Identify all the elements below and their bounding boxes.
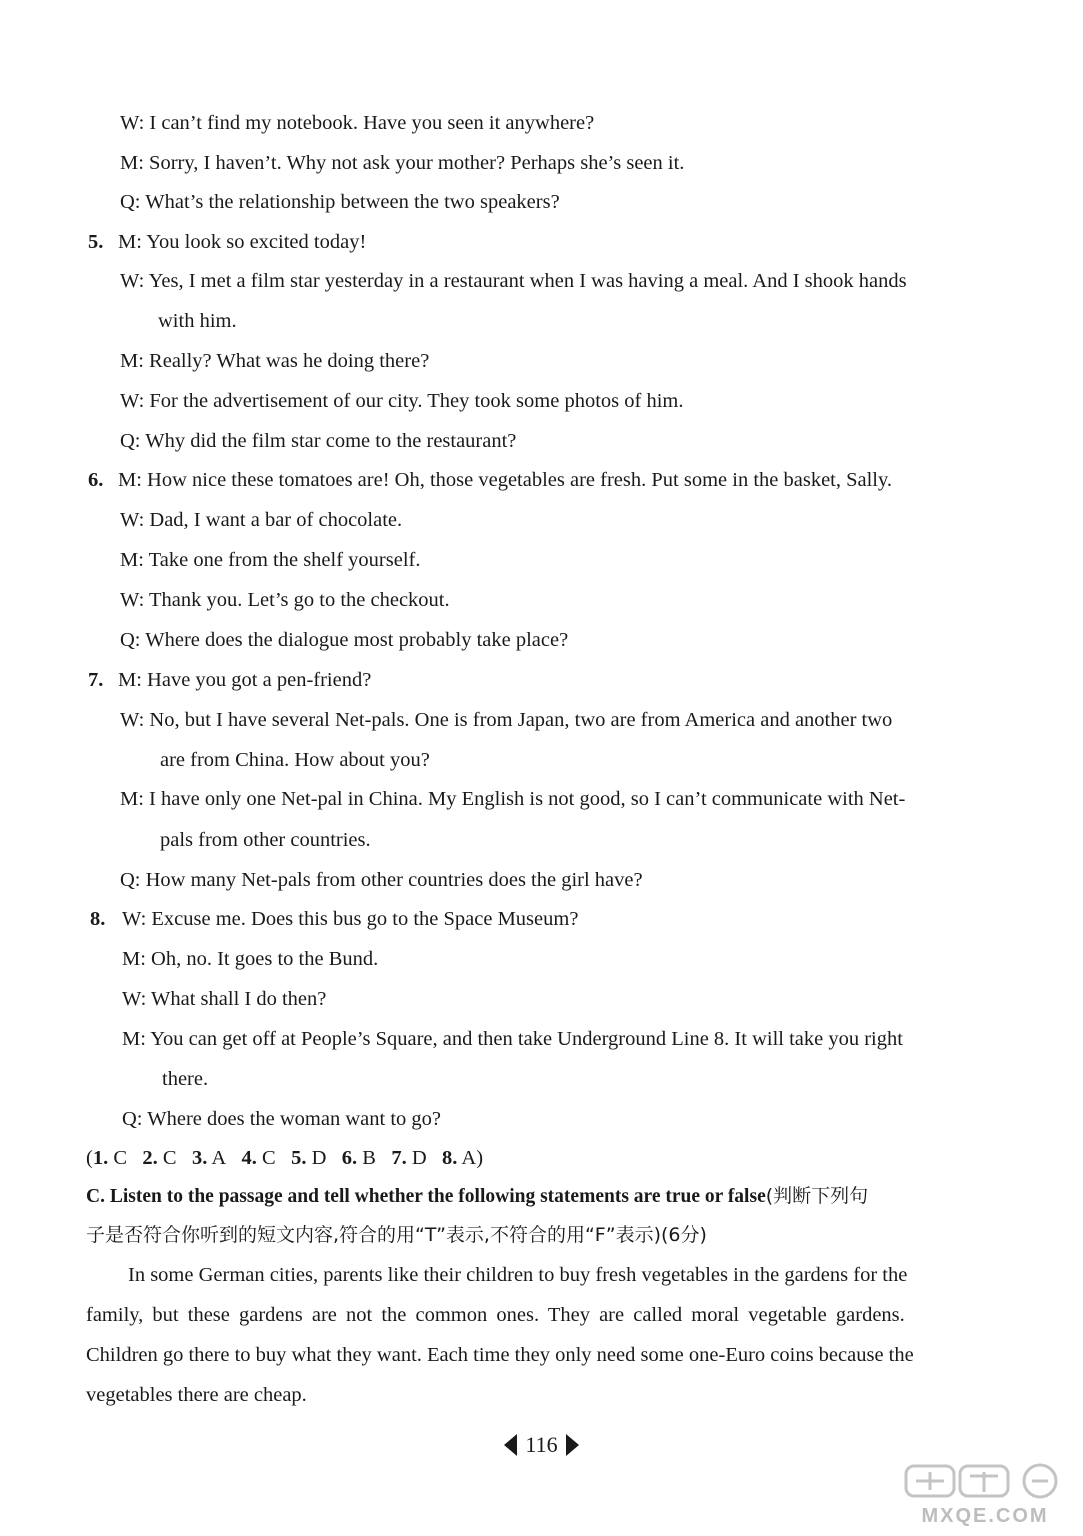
page-number-footer bbox=[0, 1432, 1083, 1458]
triangle-right-icon bbox=[566, 1434, 579, 1456]
page-number: 116 bbox=[525, 1432, 558, 1457]
dialogue-line-cont: there. bbox=[162, 1068, 209, 1090]
dialogue-line-cont: with him. bbox=[158, 310, 237, 332]
dialogue-line: W: No, but I have several Net-pals. One is from Japan, two are from America and another two bbox=[120, 709, 893, 731]
question-line: Q: Why did the film star come to the restaurant? bbox=[120, 430, 517, 452]
question-line: Q: What’s the relationship between the two speakers? bbox=[120, 191, 560, 213]
dialogue-line: M: You look so excited today! bbox=[118, 231, 367, 253]
watermark-logo bbox=[900, 1462, 1070, 1528]
passage-line: vegetables there are cheap. bbox=[86, 1384, 307, 1406]
dialogue-line: W: Yes, I met a film star yesterday in a restaurant when I was having a meal. And I shook hands bbox=[120, 270, 907, 292]
dialogue-line: M: Oh, no. It goes to the Bund. bbox=[122, 948, 379, 970]
watermark-logo-icon bbox=[900, 1462, 1070, 1528]
dialogue-line: M: Really? What was he doing there? bbox=[120, 350, 430, 372]
dialogue-line: W: Excuse me. Does this bus go to the Space Museum? bbox=[122, 908, 579, 930]
question-line: Q: Where does the dialogue most probably take place? bbox=[120, 629, 569, 651]
item-number: 5. bbox=[88, 231, 104, 253]
section-heading-english: C. Listen to the passage and tell whether the following statements are true or false bbox=[86, 1186, 766, 1207]
passage-line: Children go there to buy what they want. Each time they only need some one-Euro coins because the bbox=[86, 1344, 914, 1366]
watermark-text: MXQE.COM bbox=[921, 1505, 1049, 1527]
item-number: 6. bbox=[88, 469, 104, 491]
passage-line: In some German cities, parents like their children to buy fresh vegetables in the gardens for the bbox=[128, 1264, 908, 1286]
section-heading-chinese-cont: 子是否符合你听到的短文内容,符合的用“T”表示,不符合的用“F”表示)(6分) bbox=[86, 1224, 707, 1246]
dialogue-line-cont: are from China. How about you? bbox=[160, 749, 430, 771]
question-line: Q: How many Net-pals from other countries does the girl have? bbox=[120, 869, 643, 891]
answer-key: (1. C 2. C 3. A 4. C 5. D 6. B 7. D 8. A) bbox=[86, 1147, 484, 1169]
dialogue-line: M: Take one from the shelf yourself. bbox=[120, 549, 421, 571]
section-heading bbox=[86, 1183, 868, 1210]
passage-line: family, but these gardens are not the common ones. They are called moral vegetable gardens. bbox=[86, 1304, 905, 1326]
dialogue-line: W: I can’t find my notebook. Have you seen it anywhere? bbox=[120, 112, 595, 134]
dialogue-line-cont: pals from other countries. bbox=[160, 829, 371, 851]
dialogue-line: M: Have you got a pen-friend? bbox=[118, 669, 372, 691]
dialogue-line: W: Dad, I want a bar of chocolate. bbox=[120, 509, 403, 531]
dialogue-line: W: Thank you. Let’s go to the checkout. bbox=[120, 589, 450, 611]
dialogue-line: M: You can get off at People’s Square, and then take Underground Line 8. It will take you right bbox=[122, 1028, 903, 1050]
dialogue-line: M: How nice these tomatoes are! Oh, those vegetables are fresh. Put some in the basket, Sally. bbox=[118, 469, 893, 491]
dialogue-line: W: What shall I do then? bbox=[122, 988, 327, 1010]
dialogue-line: M: I have only one Net-pal in China. My English is not good, so I can’t communicate with Net- bbox=[120, 788, 906, 810]
item-number: 8. bbox=[90, 908, 106, 930]
question-line: Q: Where does the woman want to go? bbox=[122, 1108, 441, 1130]
item-number: 7. bbox=[88, 669, 104, 691]
section-heading-chinese: (判断下列句 bbox=[765, 1185, 869, 1207]
dialogue-line: M: Sorry, I haven’t. Why not ask your mother? Perhaps she’s seen it. bbox=[120, 152, 685, 174]
triangle-left-icon bbox=[504, 1434, 517, 1456]
dialogue-line: W: For the advertisement of our city. They took some photos of him. bbox=[120, 390, 684, 412]
